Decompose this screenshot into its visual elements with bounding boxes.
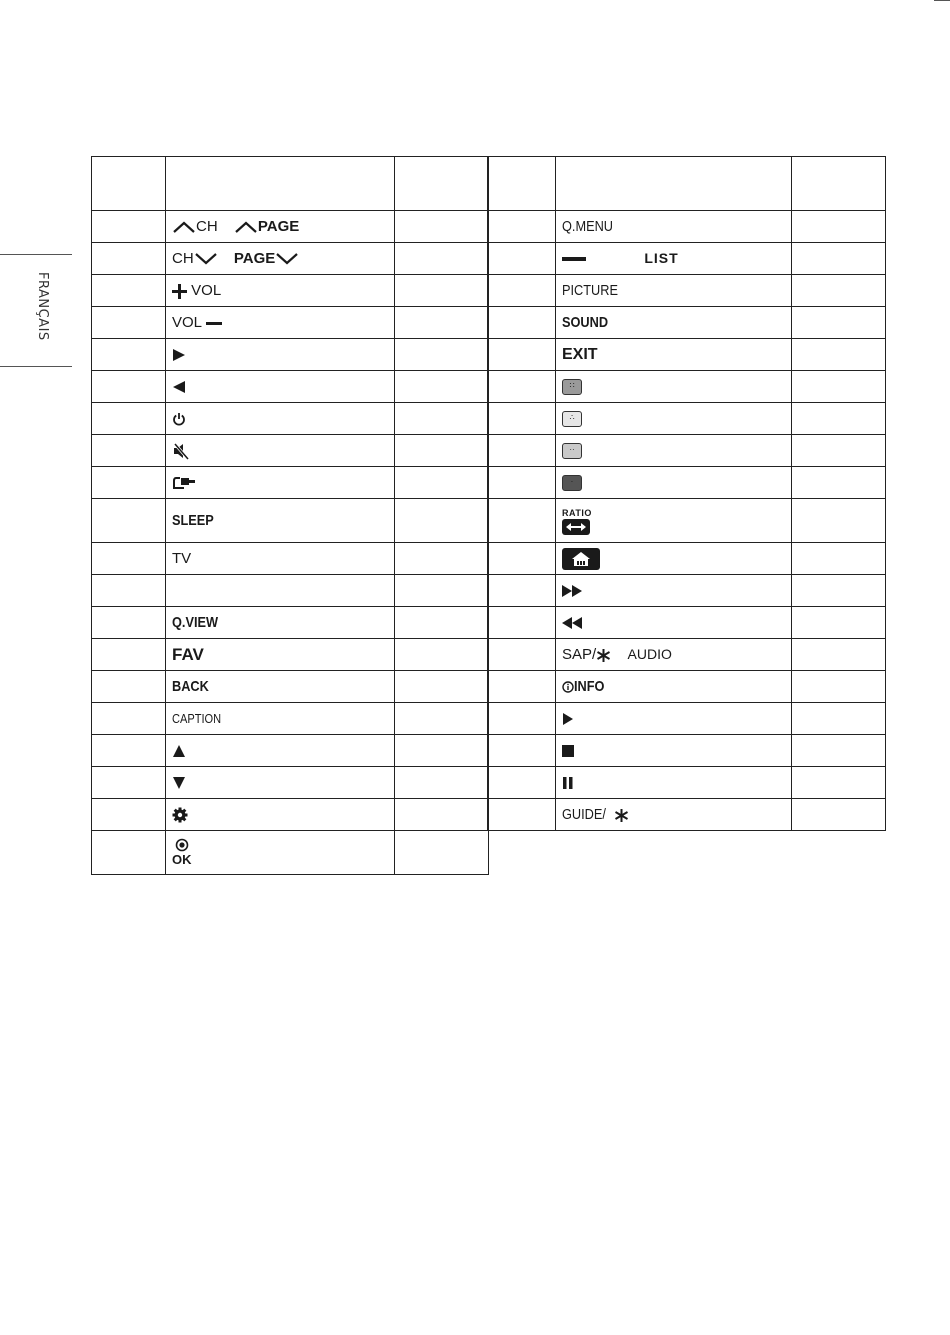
key-label: TV <box>172 550 192 567</box>
blue-key-icon: · <box>562 475 582 491</box>
table-row <box>92 767 489 799</box>
arrow-right-icon <box>172 348 186 362</box>
table-row <box>92 275 489 307</box>
key-label: PICTURE <box>562 282 618 299</box>
key-label: RATIO <box>562 507 592 518</box>
table-row <box>488 607 886 639</box>
pause-icon <box>562 777 574 789</box>
input-icon <box>172 475 196 491</box>
stop-icon <box>562 745 574 757</box>
ratio-icon <box>562 519 590 535</box>
key-label: PAGE <box>233 250 276 267</box>
key-label: Q.VIEW <box>172 614 219 631</box>
arrow-left-icon <box>172 380 186 394</box>
table-row <box>92 467 489 499</box>
yellow-key-icon: ·· <box>562 443 582 459</box>
table-row <box>488 639 886 671</box>
table-row <box>92 339 489 371</box>
table-row <box>488 735 886 767</box>
table-header-row <box>92 157 489 211</box>
table-row <box>92 671 489 703</box>
plus-icon <box>172 284 187 299</box>
table-row <box>488 467 886 499</box>
table-row <box>92 607 489 639</box>
top-rule <box>934 0 950 1</box>
chevron-up-icon <box>234 220 258 234</box>
table-row <box>488 275 886 307</box>
table-row <box>488 499 886 543</box>
table-row <box>488 339 886 371</box>
chevron-up-icon <box>172 220 196 234</box>
table-row <box>488 371 886 403</box>
green-key-icon: ∴ <box>562 411 582 427</box>
table-row <box>92 703 489 735</box>
table-row <box>92 435 489 467</box>
chevron-down-icon <box>275 252 299 266</box>
fast-forward-icon <box>562 585 582 597</box>
key-label: INFO <box>574 678 605 695</box>
key-label: BACK <box>172 678 209 695</box>
table-row <box>92 831 489 875</box>
minus-icon <box>206 316 222 331</box>
dash-icon <box>562 254 586 264</box>
table-row <box>488 575 886 607</box>
key-label: VOL <box>191 282 222 299</box>
right-code-table <box>487 156 886 831</box>
table-row <box>488 767 886 799</box>
info-icon <box>562 681 574 693</box>
asterisk-icon <box>596 648 611 663</box>
table-row <box>92 735 489 767</box>
table-row <box>488 243 886 275</box>
language-label: FRANÇAIS <box>35 272 50 341</box>
table-row <box>92 499 489 543</box>
key-label: GUIDE/ <box>562 806 606 823</box>
table-row <box>92 211 489 243</box>
key-label: SLEEP <box>172 512 214 529</box>
key-label: Q.MENU <box>562 218 613 235</box>
key-label: AUDIO <box>627 646 672 662</box>
table-row <box>488 211 886 243</box>
triangle-up-icon <box>172 744 186 758</box>
key-label: PAGE <box>257 218 300 235</box>
table-row <box>488 403 886 435</box>
left-code-table <box>91 156 489 875</box>
table-row <box>92 243 489 275</box>
table-row <box>92 403 489 435</box>
table-row <box>92 799 489 831</box>
gear-icon <box>172 807 188 823</box>
mute-icon <box>172 442 190 460</box>
key-label: CH <box>196 218 218 235</box>
key-label: SAP/ <box>562 646 597 663</box>
table-row <box>488 543 886 575</box>
table-row <box>488 799 886 831</box>
power-icon <box>172 412 186 426</box>
table-row <box>92 307 489 339</box>
table-row <box>488 435 886 467</box>
table-row <box>92 543 489 575</box>
table-row <box>92 575 489 607</box>
key-label: SOUND <box>562 314 609 331</box>
key-label: OK <box>172 852 192 867</box>
play-icon <box>562 713 574 725</box>
table-row <box>92 371 489 403</box>
rewind-icon <box>562 617 582 629</box>
key-label: FAV <box>172 644 204 664</box>
chevron-down-icon <box>194 252 218 266</box>
table-row <box>488 671 886 703</box>
asterisk-icon <box>614 808 629 823</box>
table-row <box>488 307 886 339</box>
triangle-down-icon <box>172 776 186 790</box>
table-header-row <box>488 157 886 211</box>
key-label: CAPTION <box>172 711 222 726</box>
home-icon <box>562 548 600 570</box>
ok-dot-icon <box>175 838 189 852</box>
key-label: CH <box>172 250 194 267</box>
red-key-icon: ∷ <box>562 379 582 395</box>
key-label: VOL <box>172 314 203 331</box>
key-label: EXIT <box>562 345 598 363</box>
table-row <box>488 703 886 735</box>
key-label: LIST <box>644 250 679 266</box>
table-row <box>92 639 489 671</box>
